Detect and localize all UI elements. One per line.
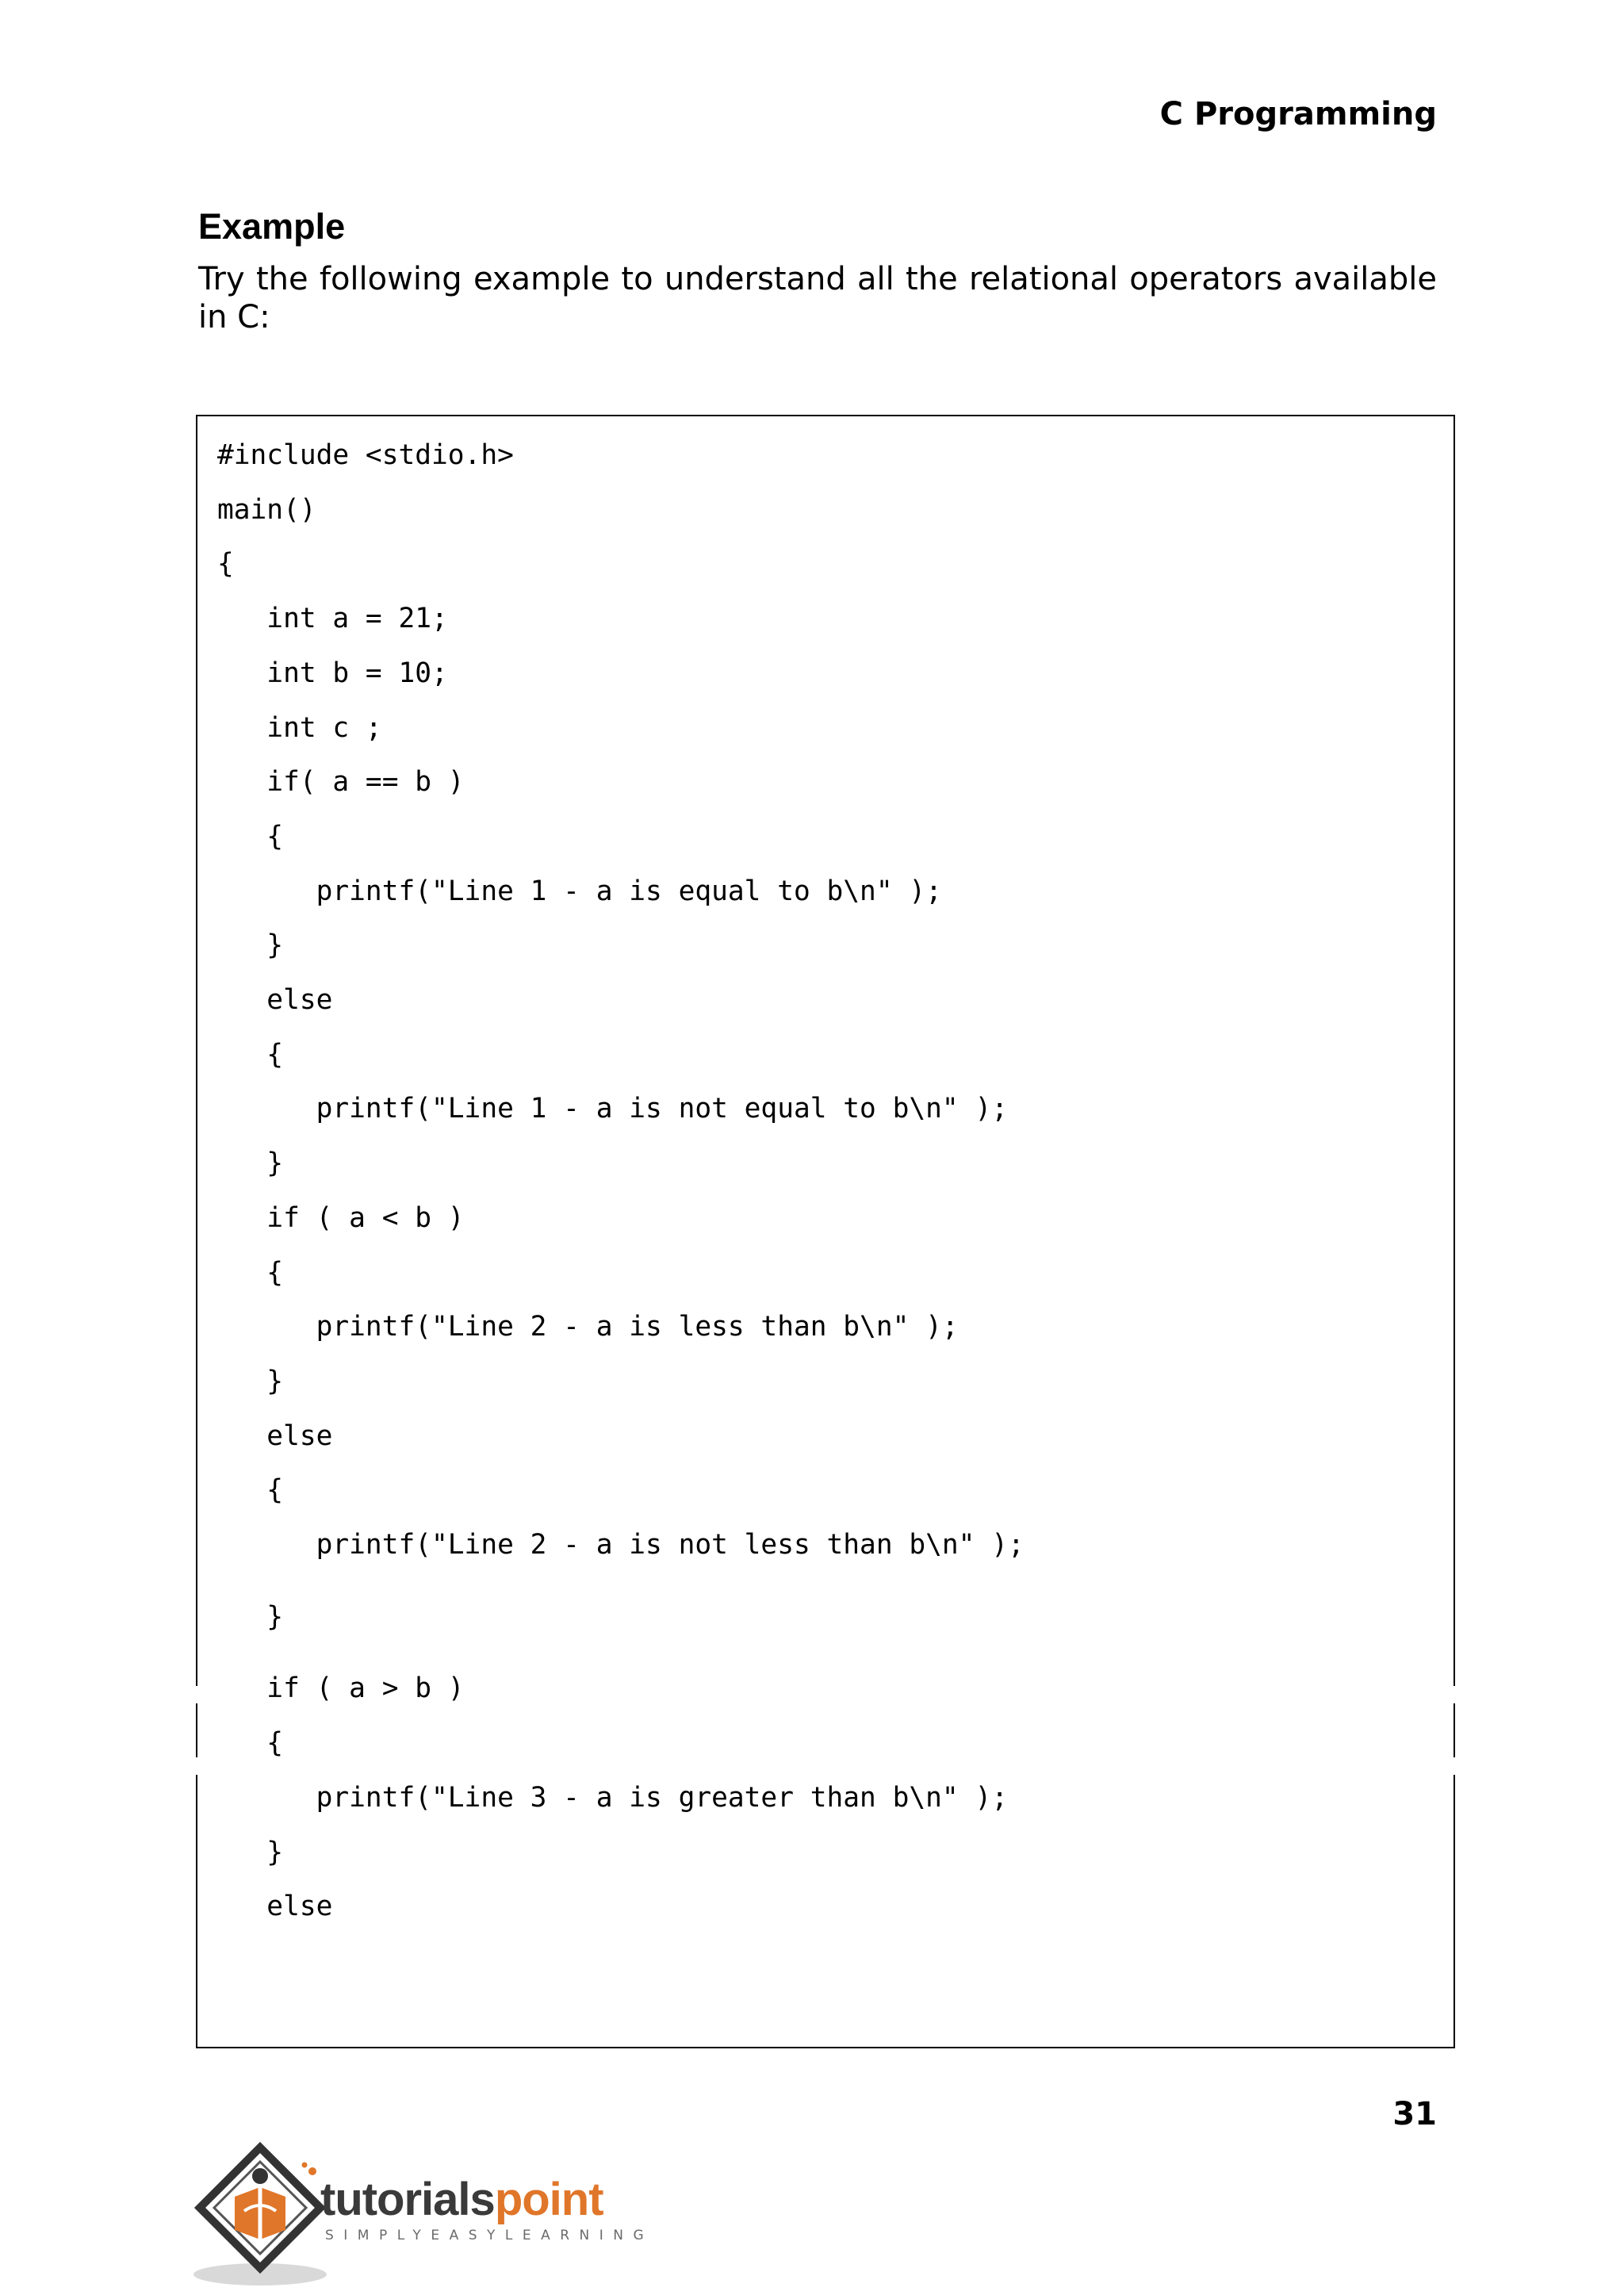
code-line: { <box>217 1474 284 1507</box>
code-line: } <box>217 1600 284 1633</box>
code-line: { <box>217 1727 284 1760</box>
code-block <box>217 428 1025 1934</box>
intro-paragraph: Try the following example to understand all the relational operators available in C: <box>198 261 1437 335</box>
code-line: #include <stdio.h> <box>217 439 514 471</box>
code-line: if( a == b ) <box>217 766 465 799</box>
code-line: printf("Line 3 - a is greater than b\n" ); <box>217 1781 1008 1814</box>
code-line: int a = 21; <box>217 603 448 635</box>
code-line: main() <box>217 493 316 526</box>
running-header: C Programming <box>1159 96 1437 132</box>
code-line: { <box>217 1038 284 1071</box>
code-line: } <box>217 1148 284 1180</box>
code-line: { <box>217 548 234 580</box>
code-line: { <box>217 1256 284 1289</box>
code-line: printf("Line 2 - a is less than b\n" ); <box>217 1311 959 1343</box>
code-line: } <box>217 929 284 962</box>
code-line: int c ; <box>217 711 382 744</box>
section-heading: Example <box>198 206 346 247</box>
page-number: 31 <box>1392 2096 1437 2132</box>
code-line: else <box>217 1891 333 1923</box>
code-line: } <box>217 1365 284 1397</box>
code-line: printf("Line 1 - a is equal to b\n" ); <box>217 875 942 907</box>
code-line: else <box>217 1420 333 1452</box>
code-line: } <box>217 1836 284 1868</box>
code-line: { <box>217 820 284 852</box>
code-line: printf("Line 1 - a is not equal to b\n" ); <box>217 1093 1008 1125</box>
code-line: if ( a > b ) <box>217 1672 465 1705</box>
logo-wordmark <box>320 2174 603 2225</box>
logo-word-point: point <box>494 2174 603 2225</box>
logo-tagline: SIMPLYEASYLEARNING <box>325 2228 654 2243</box>
code-line: printf("Line 2 - a is not less than b\n" ); <box>217 1529 1025 1561</box>
code-line: else <box>217 984 333 1017</box>
logo-word-tutorials: tutorials <box>320 2174 495 2225</box>
code-line: int b = 10; <box>217 657 448 689</box>
code-line: if ( a < b ) <box>217 1201 465 1234</box>
